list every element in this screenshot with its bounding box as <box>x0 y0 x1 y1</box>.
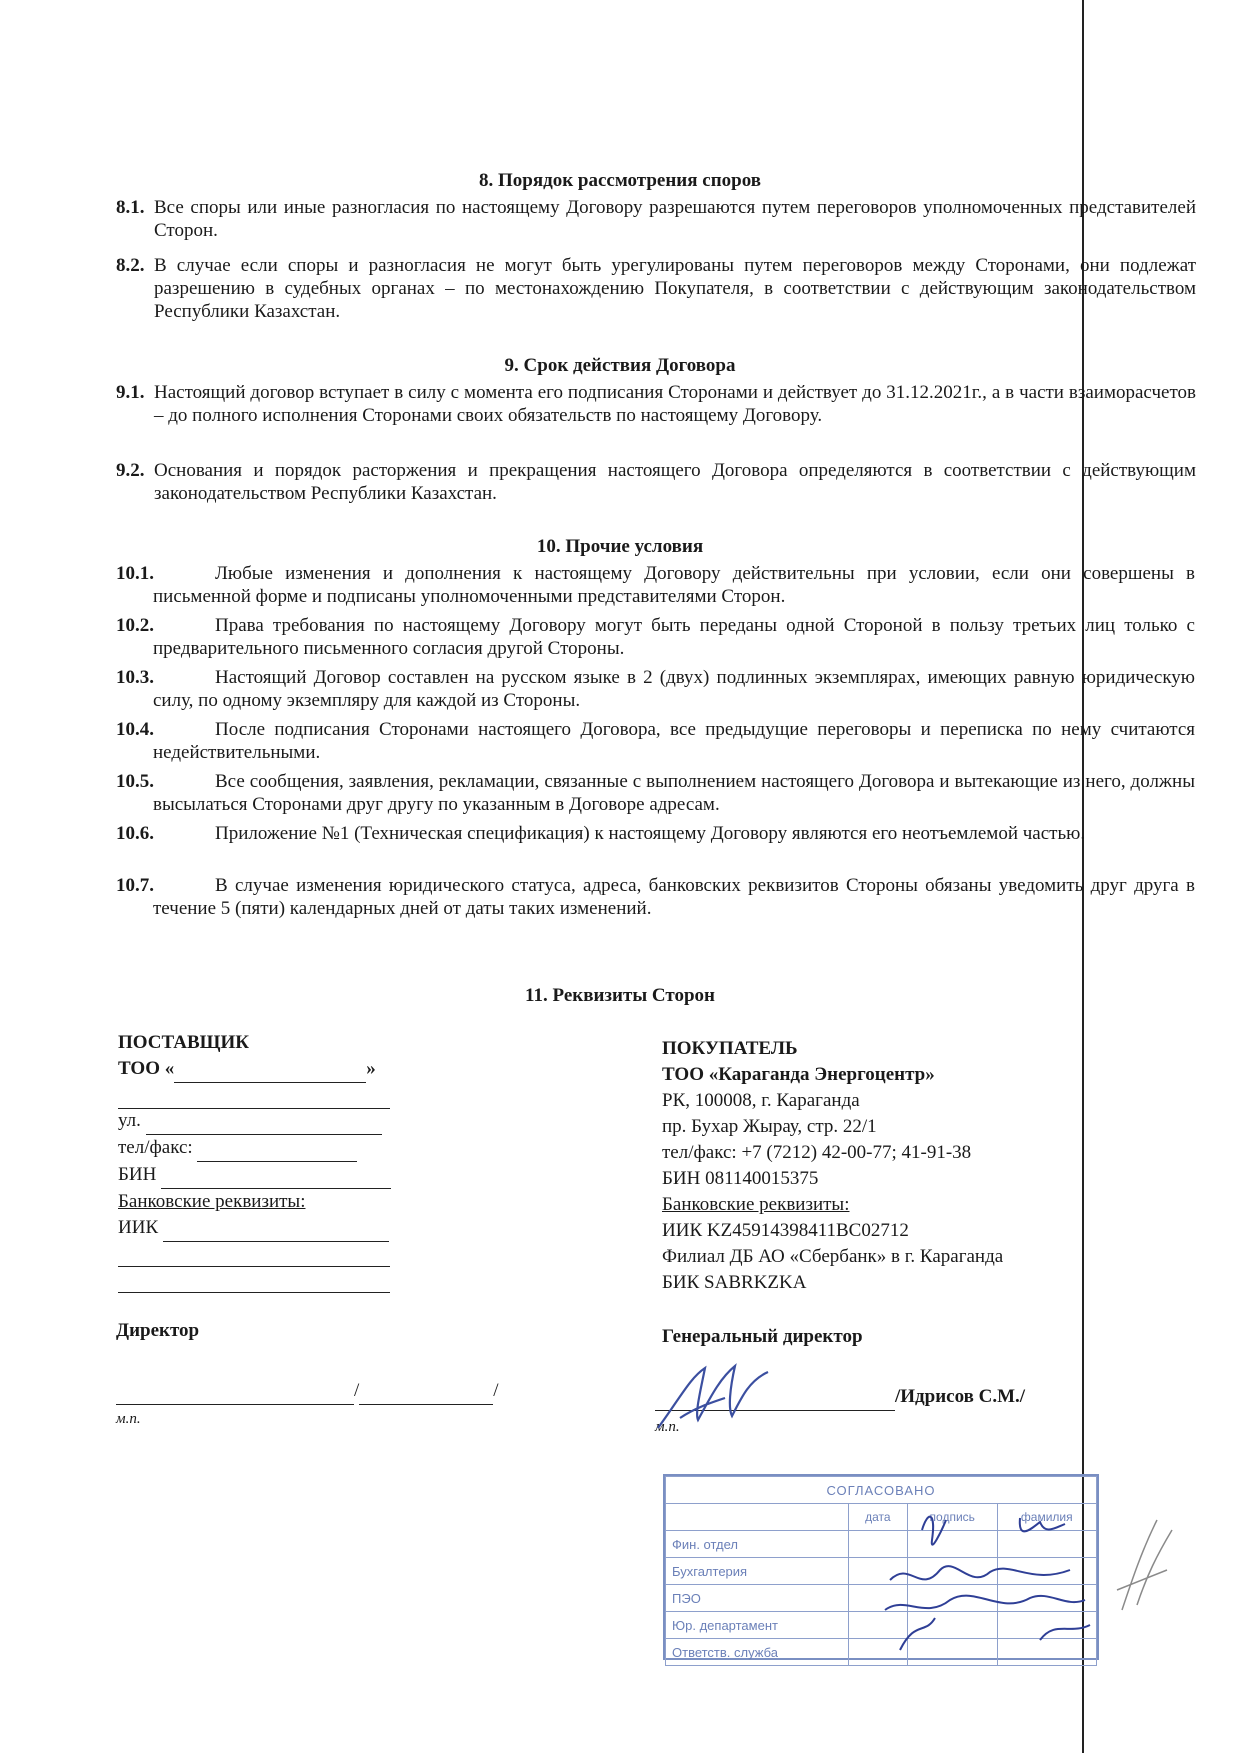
supplier-heading: ПОСТАВЩИК <box>118 1032 250 1053</box>
supplier-org-suffix: » <box>366 1058 376 1079</box>
buyer-address-2: пр. Бухар Жырау, стр. 22/1 <box>662 1116 877 1137</box>
blank-line <box>163 1215 389 1242</box>
section-8-title: 8. Порядок рассмотрения споров <box>478 170 762 191</box>
blank-line <box>146 1108 382 1135</box>
clause-text: В случае если споры и разногласия не могут быть урегулированы путем переговоров между Сторонами, они подлежат разрешению в судебных органах – по местонахождению Покупателя, в соответствии с действующим законодательством Республики Казахстан. <box>154 255 1196 322</box>
stamp-col-surname: фамилия <box>997 1504 1096 1531</box>
supplier-details <box>118 1108 418 1242</box>
supplier-seal-mark: м.п. <box>116 1411 141 1427</box>
buyer-phone: тел/факс: +7 (7212) 42-00-77; 41-91-38 <box>662 1142 972 1163</box>
supplier-signature-line: / / <box>116 1378 499 1405</box>
buyer-branch: Филиал ДБ АО «Сбербанк» в г. Караганда <box>662 1246 1004 1267</box>
stamp-row-label: Фин. отдел <box>666 1531 849 1558</box>
buyer-address-1: РК, 100008, г. Караганда <box>662 1090 860 1111</box>
blank-line <box>161 1162 391 1189</box>
clause-number: 10.2. <box>116 615 154 636</box>
stamp-col-date: дата <box>848 1504 907 1531</box>
clause-text: В случае изменения юридического статуса, адреса, банковских реквизитов Стороны обязаны уведомить друг друга в течение 5 (пяти) календарных дней от даты таких изменений. <box>153 875 1195 919</box>
clause-number: 10.5. <box>116 771 154 792</box>
section-10-title: 10. Прочие условия <box>536 536 704 557</box>
supplier-role: Директор <box>116 1320 200 1341</box>
buyer-org: ТОО «Караганда Энергоцентр» <box>662 1064 935 1085</box>
clause-text: Все споры или иные разногласия по настоящему Договору разрешаются путем переговоров уполномоченных представителей Сторон. <box>154 197 1196 241</box>
stamp-title: СОГЛАСОВАНО <box>666 1477 1097 1504</box>
clause-text: Любые изменения и дополнения к настоящему Договору действительны при условии, если они совершены в письменной форме и подписаны уполномоченными представителями Сторон. <box>153 563 1195 607</box>
clause-number: 8.1. <box>116 197 145 218</box>
clause-text: После подписания Сторонами настоящего Договора, все предыдущие переговоры и переписка по нему считаются недействительными. <box>153 719 1195 763</box>
buyer-heading: ПОКУПАТЕЛЬ <box>662 1038 798 1059</box>
clause-number: 10.3. <box>116 667 154 688</box>
clause-number: 9.1. <box>116 382 145 403</box>
clause-number: 10.1. <box>116 563 154 584</box>
supplier-org-prefix: ТОО « <box>118 1058 175 1079</box>
supplier-block <box>118 1030 418 1083</box>
buyer-signer: /Идрисов С.М./ <box>895 1386 1026 1407</box>
clause-number: 9.2. <box>116 460 145 481</box>
stamp-blank-cell <box>666 1504 849 1531</box>
clause-text: Все сообщения, заявления, рекламации, связанные с выполнением настоящего Договора и вытекающие из него, должны высылаться Сторонами друг другу по указанным в Договоре адресам. <box>153 771 1195 815</box>
buyer-seal-mark: м.п. <box>655 1419 680 1435</box>
blank-line <box>197 1135 357 1162</box>
supplier-street-label: ул. <box>118 1110 141 1131</box>
blank-line <box>174 1056 366 1083</box>
buyer-block <box>662 1036 1102 1296</box>
supplier-iik-label: ИИК <box>118 1217 159 1238</box>
supplier-phone-label: тел/факс: <box>118 1137 193 1158</box>
blank-line <box>118 1292 390 1293</box>
margin-signature <box>1112 1510 1182 1620</box>
blank-line <box>118 1266 390 1267</box>
buyer-bik: БИК SABRKZKA <box>662 1272 807 1293</box>
blank-line <box>359 1378 493 1405</box>
buyer-role: Генеральный директор <box>662 1326 863 1347</box>
blank-line <box>116 1378 354 1405</box>
clause-text: Настоящий Договор составлен на русском языке в 2 (двух) подлинных экземплярах, имеющих равную юридическую силу, по одному экземпляру для каждой из Стороны. <box>153 667 1195 711</box>
director-signature <box>650 1358 780 1438</box>
clause-number: 10.4. <box>116 719 154 740</box>
stamp-row-label: ПЭО <box>666 1585 849 1612</box>
section-11-title: 11. Реквизиты Сторон <box>525 985 715 1006</box>
buyer-bank-label: Банковские реквизиты: <box>662 1194 850 1215</box>
clause-number: 8.2. <box>116 255 145 276</box>
supplier-bank-label: Банковские реквизиты: <box>118 1191 306 1212</box>
clause-number: 10.7. <box>116 875 154 896</box>
stamp-row-label: Юр. департамент <box>666 1612 849 1639</box>
stamp-row-label: Бухгалтерия <box>666 1558 849 1585</box>
section-9-title: 9. Срок действия Договора <box>504 355 736 376</box>
clause-text: Настоящий договор вступает в силу с момента его подписания Сторонами и действует до 31.12.2021г., а в части взаиморасчетов – до полного исполнения Сторонами своих обязательств по настоящему Договору. <box>154 382 1196 426</box>
clause-text: Приложение №1 (Техническая спецификация) к настоящему Договору являются его неотъемлемой частью. <box>215 823 1086 844</box>
supplier-org <box>118 1056 418 1083</box>
buyer-iik: ИИК KZ45914398411BC02712 <box>662 1220 909 1241</box>
stamp-row-label: Ответств. служба <box>666 1639 849 1666</box>
stamp-col-signature: подпись <box>907 1504 997 1531</box>
clause-text: Права требования по настоящему Договору могут быть переданы одной Стороной в пользу третьих лиц только с предварительного письменного согласия другой Стороны. <box>153 615 1195 659</box>
approval-signatures <box>880 1500 1100 1660</box>
buyer-bin: БИН 081140015375 <box>662 1168 819 1189</box>
clause-number: 10.6. <box>116 823 154 844</box>
clause-text: Основания и порядок расторжения и прекращения настоящего Договора определяются в соответствии с действующим законодательством Республики Казахстан. <box>154 460 1196 504</box>
supplier-bin-label: БИН <box>118 1164 157 1185</box>
